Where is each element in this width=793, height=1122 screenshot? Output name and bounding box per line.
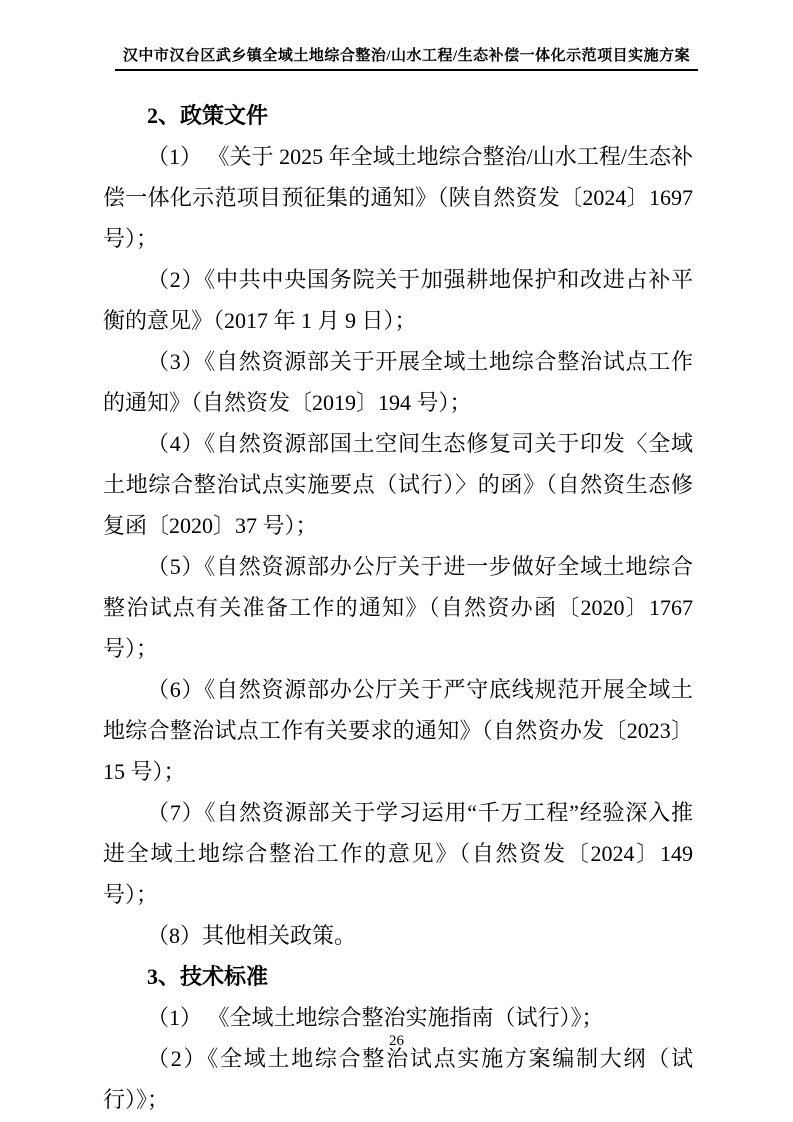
page-number: 26 [389,1033,404,1049]
policy-item-5: （5）《自然资源部办公厅关于进一步做好全域土地综合整治试点有关准备工作的通知》（自然资办函〔2020〕1767 号）； [103,554,693,661]
standard-item-1: （1） 《全域土地综合整治实施指南（试行）》； [147,1005,604,1030]
page-footer [0,1032,793,1050]
document-body [103,95,693,1120]
policy-item-2: （2）《中共中央国务院关于加强耕地保护和改进占补平衡的意见》（2017 年 1 月 9 日）； [103,267,693,333]
policy-item-8: （8）其他相关政策。 [147,923,357,948]
policy-item-1: （1） 《关于 2025 年全域土地综合整治/山水工程/生态补偿一体化示范项目预征集的通知》（陕自然资发〔2024〕1697 号）； [103,144,693,251]
section-heading-policy-documents: 2、政策文件 [147,103,269,128]
section-heading-technical-standards: 3、技术标准 [147,964,269,989]
page-header [115,46,698,71]
header-title: 汉中市汉台区武乡镇全域土地综合整治/山水工程/生态补偿一体化示范项目实施方案 [122,48,691,64]
policy-item-3: （3）《自然资源部关于开展全域土地综合整治试点工作的通知》（自然资发〔2019〕194 号）； [103,349,693,415]
policy-item-4: （4）《自然资源部国土空间生态修复司关于印发〈全域土地综合整治试点实施要点（试行）〉的函》（自然资生态修复函〔2020〕37 号）； [103,431,693,538]
standard-item-2: （2）《全域土地综合整治试点实施方案编制大纲（试行）》； [103,1046,693,1112]
policy-item-7: （7）《自然资源部关于学习运用“千万工程”经验深入推进全域土地综合整治工作的意见》（自然资发〔2024〕149 号）； [103,800,693,907]
policy-item-6: （6）《自然资源部办公厅关于严守底线规范开展全域土地综合整治试点工作有关要求的通知》（自然资办发〔2023〕15 号）； [103,677,693,784]
